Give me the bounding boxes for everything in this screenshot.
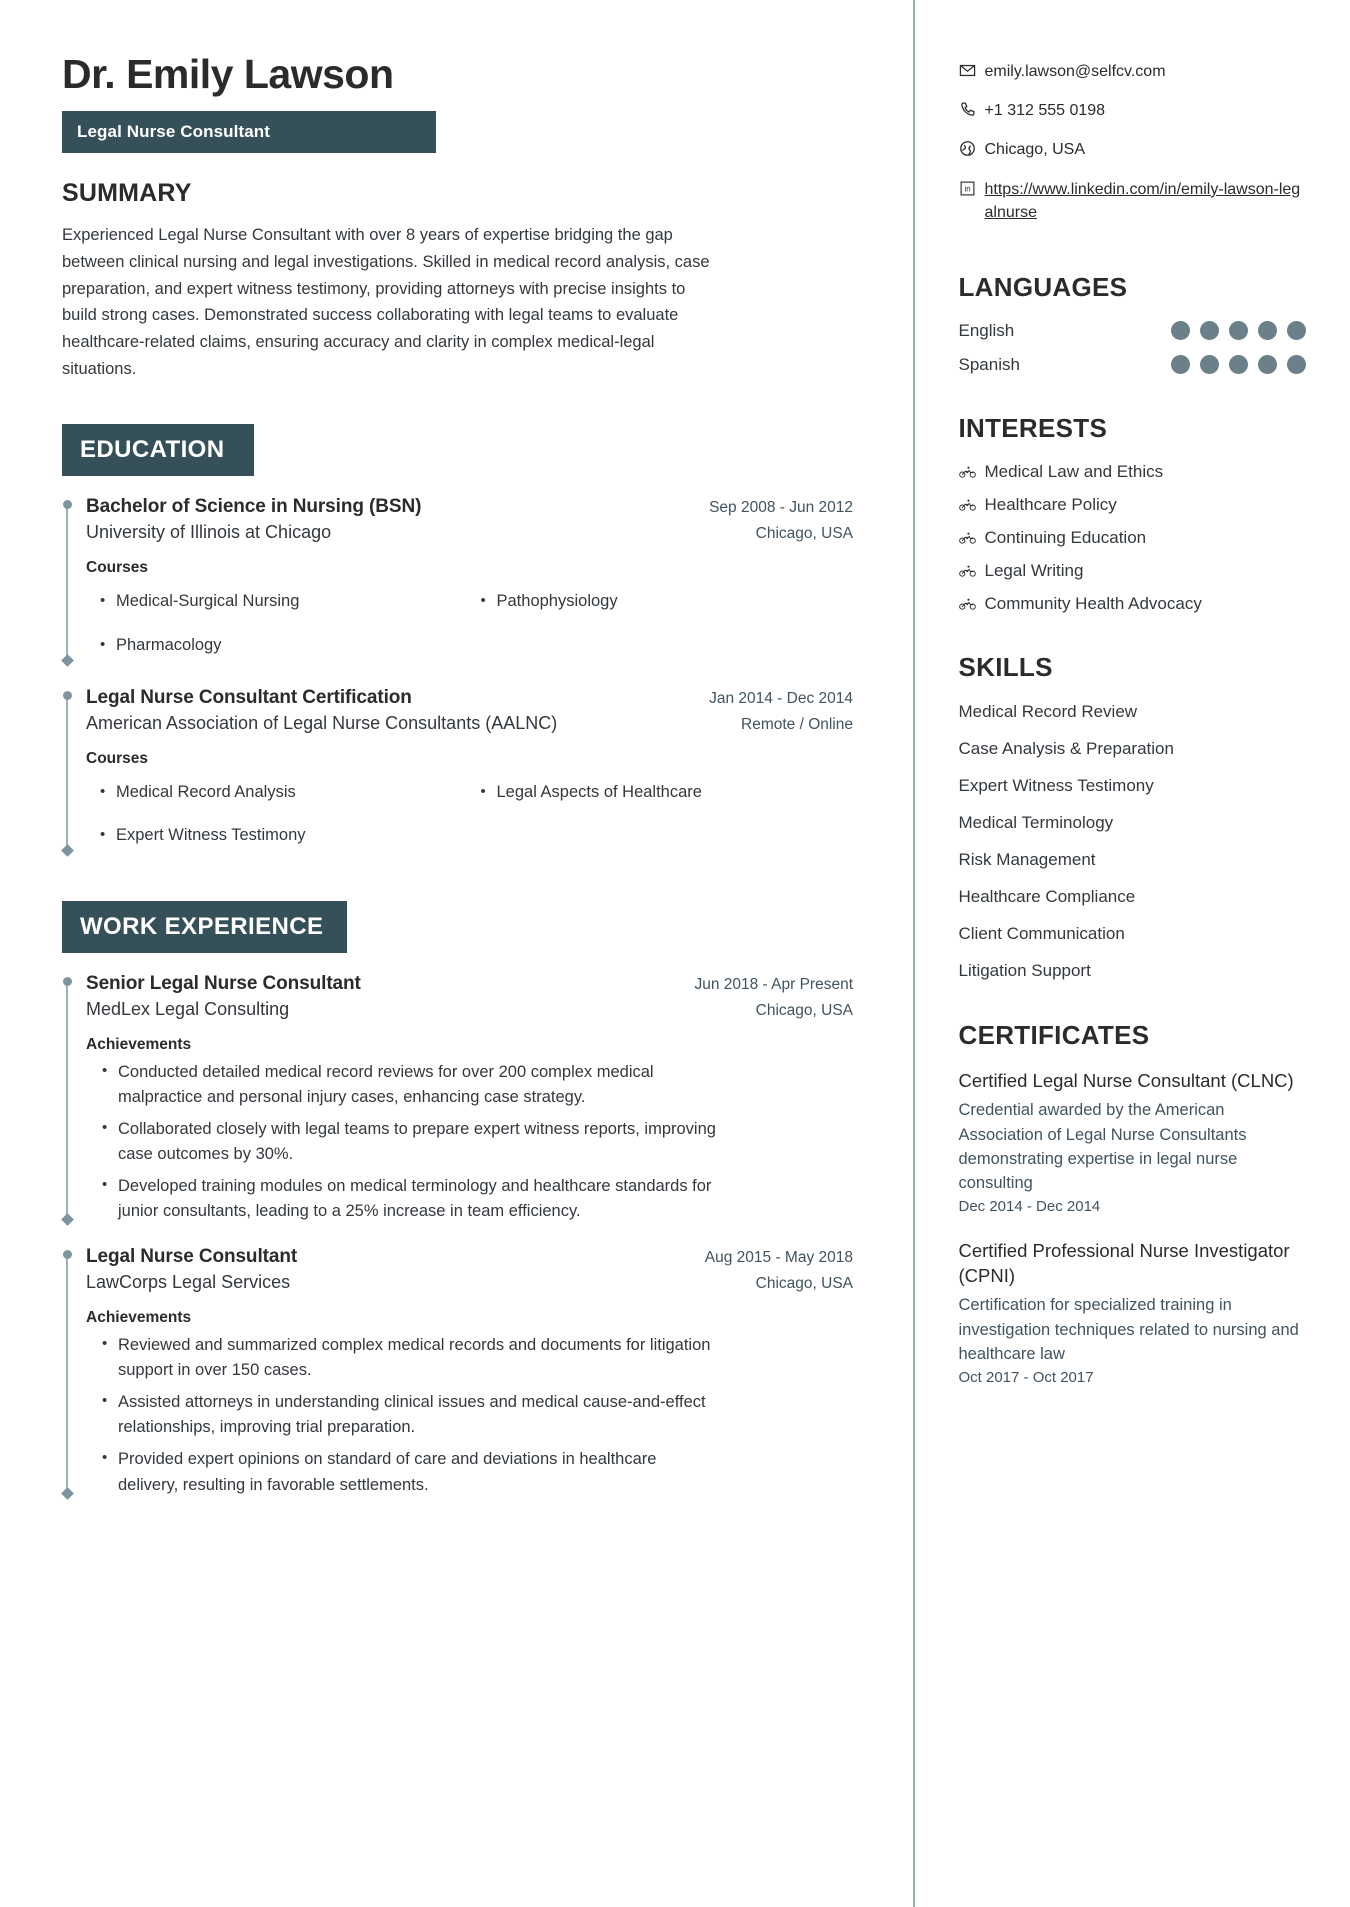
achievement-text: Conducted detailed medical record reviews for over 200 complex medical malpractice and personal injury cases, enhancing case strategy. [118, 1062, 654, 1106]
education-degree: Legal Nurse Consultant Certification [86, 686, 412, 708]
work-location: Chicago, USA [755, 1275, 853, 1293]
contact-phone-text: +1 312 555 0198 [984, 102, 1106, 120]
certificates-heading: CERTIFICATES [958, 1020, 1150, 1051]
bullet-icon: • [102, 1061, 108, 1079]
summary-heading: SUMMARY [62, 179, 192, 208]
course-label: Pathophysiology [496, 592, 618, 611]
courses-grid [92, 774, 853, 855]
interest-label: Healthcare Policy [984, 494, 1117, 514]
timeline-line [66, 981, 68, 1220]
achievement-item [92, 1117, 853, 1167]
course-item [92, 583, 473, 621]
course-label: Medical-Surgical Nursing [116, 592, 300, 611]
language-level-dots [1171, 321, 1306, 340]
achievements-list [92, 1333, 853, 1497]
interest-item [959, 528, 1306, 548]
contact-location-text: Chicago, USA [984, 141, 1085, 159]
education-location: Chicago, USA [755, 525, 853, 543]
timeline-dot-start [63, 500, 72, 509]
skill-item: Case Analysis & Preparation [958, 738, 1174, 758]
bullet-icon: • [480, 782, 486, 800]
cyclist-icon [959, 597, 985, 611]
svg-text:in: in [963, 184, 971, 194]
achievement-text: Developed training modules on medical terminology and healthcare standards for junior consultants, leading to a 25% increase in team efficiency. [118, 1176, 712, 1221]
certificate-title: Certified Legal Nurse Consultant (CLNC) [958, 1070, 1294, 1092]
interest-item [959, 462, 1306, 482]
course-item [92, 817, 473, 855]
education-date: Sep 2008 - Jun 2012 [709, 499, 853, 517]
timeline-dot-end [61, 844, 74, 857]
interest-label: Community Health Advocacy [984, 593, 1202, 613]
achievement-item [92, 1060, 853, 1110]
phone-icon [959, 99, 985, 118]
bullet-icon: • [100, 782, 106, 800]
timeline-dot-end [61, 1213, 74, 1226]
work-company: MedLex Legal Consulting [86, 998, 290, 1019]
cyclist-icon [959, 465, 985, 479]
education-entry [62, 496, 853, 664]
language-level-dots [1171, 355, 1306, 374]
skill-item: Medical Record Review [958, 701, 1138, 721]
interest-item [959, 561, 1306, 581]
achievement-item [92, 1174, 853, 1224]
language-row [959, 355, 1306, 375]
education-degree: Bachelor of Science in Nursing (BSN) [86, 496, 422, 518]
work-entry [62, 1246, 853, 1497]
courses-label: Courses [86, 559, 149, 577]
bullet-icon: • [102, 1449, 108, 1467]
course-item [92, 627, 473, 665]
achievement-item [92, 1447, 853, 1497]
timeline-line [66, 1254, 68, 1493]
skill-item: Litigation Support [958, 960, 1091, 980]
bullet-icon: • [100, 826, 106, 844]
bullet-icon: • [102, 1335, 108, 1353]
interest-item [959, 495, 1306, 515]
course-label: Pharmacology [116, 635, 222, 654]
level-dot [1258, 355, 1277, 374]
education-heading: EDUCATION [62, 424, 254, 476]
work-entry [62, 973, 853, 1224]
work-list [62, 973, 853, 1498]
timeline-dot-end [61, 654, 74, 667]
education-school: University of Illinois at Chicago [86, 522, 332, 543]
timeline-dot-start [63, 977, 72, 986]
level-dot [1287, 355, 1306, 374]
course-item [473, 774, 854, 812]
timeline-dot-start [63, 1250, 72, 1259]
work-date: Jun 2018 - Apr Present [694, 975, 853, 993]
skill-item: Risk Management [958, 849, 1096, 869]
languages-heading: LANGUAGES [958, 271, 1128, 302]
interests-heading: INTERESTS [958, 412, 1108, 443]
work-experience-heading: WORK EXPERIENCE [62, 901, 347, 953]
achievement-text: Reviewed and summarized complex medical records and documents for litigation support in over 150 cases. [118, 1336, 711, 1380]
cyclist-icon [959, 498, 985, 512]
interest-item [959, 594, 1306, 614]
contact-email[interactable] [959, 60, 1306, 83]
bullet-icon: • [480, 592, 486, 610]
education-date: Jan 2014 - Dec 2014 [709, 689, 853, 707]
course-label: Legal Aspects of Healthcare [496, 782, 702, 801]
achievement-item [92, 1390, 853, 1440]
skill-item: Medical Terminology [958, 812, 1114, 832]
courses-label: Courses [86, 749, 149, 767]
education-school: American Association of Legal Nurse Consultants (AALNC) [86, 712, 558, 733]
bullet-icon: • [102, 1175, 108, 1193]
level-dot [1287, 321, 1306, 340]
level-dot [1258, 321, 1277, 340]
contact-location [959, 138, 1306, 161]
certificate-date: Oct 2017 - Oct 2017 [958, 1369, 1094, 1387]
work-role: Legal Nurse Consultant [86, 1246, 298, 1268]
contact-email-text: emily.lawson@selfcv.com [984, 63, 1166, 80]
contact-linkedin[interactable] [959, 178, 1306, 224]
achievements-list [92, 1060, 853, 1224]
envelope-icon [959, 60, 985, 79]
cyclist-icon [959, 564, 985, 578]
skills-list [959, 701, 1306, 983]
work-company: LawCorps Legal Services [86, 1272, 291, 1293]
certificate-title: Certified Professional Nurse Investigator (CPNI) [958, 1240, 1290, 1287]
certificate-description: Certification for specialized training in investigation techniques related to nursing and healthcare law [958, 1296, 1299, 1363]
globe-icon [959, 138, 985, 157]
level-dot [1200, 355, 1219, 374]
course-label: Expert Witness Testimony [116, 826, 306, 845]
work-date: Aug 2015 - May 2018 [704, 1249, 853, 1267]
contact-phone[interactable] [959, 99, 1306, 122]
interests-list [959, 462, 1306, 614]
bullet-icon: • [100, 635, 106, 653]
achievement-text: Collaborated closely with legal teams to prepare expert witness reports, improving case outcomes by 30%. [118, 1119, 716, 1163]
course-item [92, 774, 473, 812]
bullet-icon: • [100, 592, 106, 610]
level-dot [1229, 355, 1248, 374]
education-location: Remote / Online [741, 715, 853, 733]
interest-label: Legal Writing [984, 560, 1084, 580]
certificates-list [959, 1069, 1306, 1386]
linkedin-icon [959, 178, 985, 197]
certificate-block [959, 1239, 1306, 1386]
bullet-icon: • [102, 1118, 108, 1136]
level-dot [1171, 355, 1190, 374]
skills-heading: SKILLS [958, 651, 1053, 682]
courses-grid [92, 583, 853, 664]
certificate-block [959, 1069, 1306, 1215]
skill-item: Expert Witness Testimony [958, 775, 1154, 795]
language-name: Spanish [958, 354, 1020, 374]
skill-item: Healthcare Compliance [958, 886, 1136, 906]
timeline-line [66, 695, 68, 851]
summary-text: Experienced Legal Nurse Consultant with over 8 years of expertise bridging the gap between clinical nursing and legal investigations. Skilled in medical record analysis, case preparation, and expert witness testimony, providing attorneys with precise insights to build strong cases. Demonstrated success collaborating with legal teams to evaluate healthcare-related claims, ensuring accuracy and clarity in complex medical-legal situations. [62, 226, 710, 378]
work-role: Senior Legal Nurse Consultant [86, 972, 361, 994]
interest-label: Continuing Education [984, 527, 1147, 547]
language-name: English [958, 320, 1015, 340]
level-dot [1171, 321, 1190, 340]
contact-block [959, 60, 1306, 224]
work-location: Chicago, USA [755, 1001, 853, 1019]
language-row [959, 321, 1306, 341]
achievement-text: Assisted attorneys in understanding clinical issues and medical cause-and-effect relationships, improving trial preparation. [118, 1393, 706, 1437]
sidebar-column [915, 0, 1350, 1907]
education-entry [62, 687, 853, 855]
candidate-name: Dr. Emily Lawson [62, 51, 394, 97]
course-item [473, 583, 854, 621]
achievement-text: Provided expert opinions on standard of care and deviations in healthcare delivery, resulting in favorable settlements. [118, 1450, 657, 1494]
level-dot [1200, 321, 1219, 340]
certificate-date: Dec 2014 - Dec 2014 [958, 1198, 1101, 1216]
certificate-description: Credential awarded by the American Association of Legal Nurse Consultants demonstrating expertise in legal nurse consulting [958, 1101, 1247, 1193]
skill-item: Client Communication [958, 923, 1125, 943]
timeline-line [66, 504, 68, 660]
cyclist-icon [959, 531, 985, 545]
achievement-item [92, 1333, 853, 1383]
timeline-dot-start [63, 691, 72, 700]
timeline-dot-end [61, 1487, 74, 1500]
achievements-label: Achievements [86, 1309, 192, 1327]
course-label: Medical Record Analysis [116, 782, 296, 801]
contact-linkedin-text[interactable]: https://www.linkedin.com/in/emily-lawson-legalnurse [984, 180, 1301, 221]
languages-list [959, 321, 1306, 375]
interest-label: Medical Law and Ethics [984, 461, 1164, 481]
education-list [62, 496, 853, 854]
achievements-label: Achievements [86, 1035, 192, 1053]
bullet-icon: • [102, 1392, 108, 1410]
job-title-banner: Legal Nurse Consultant [62, 111, 436, 153]
level-dot [1229, 321, 1248, 340]
